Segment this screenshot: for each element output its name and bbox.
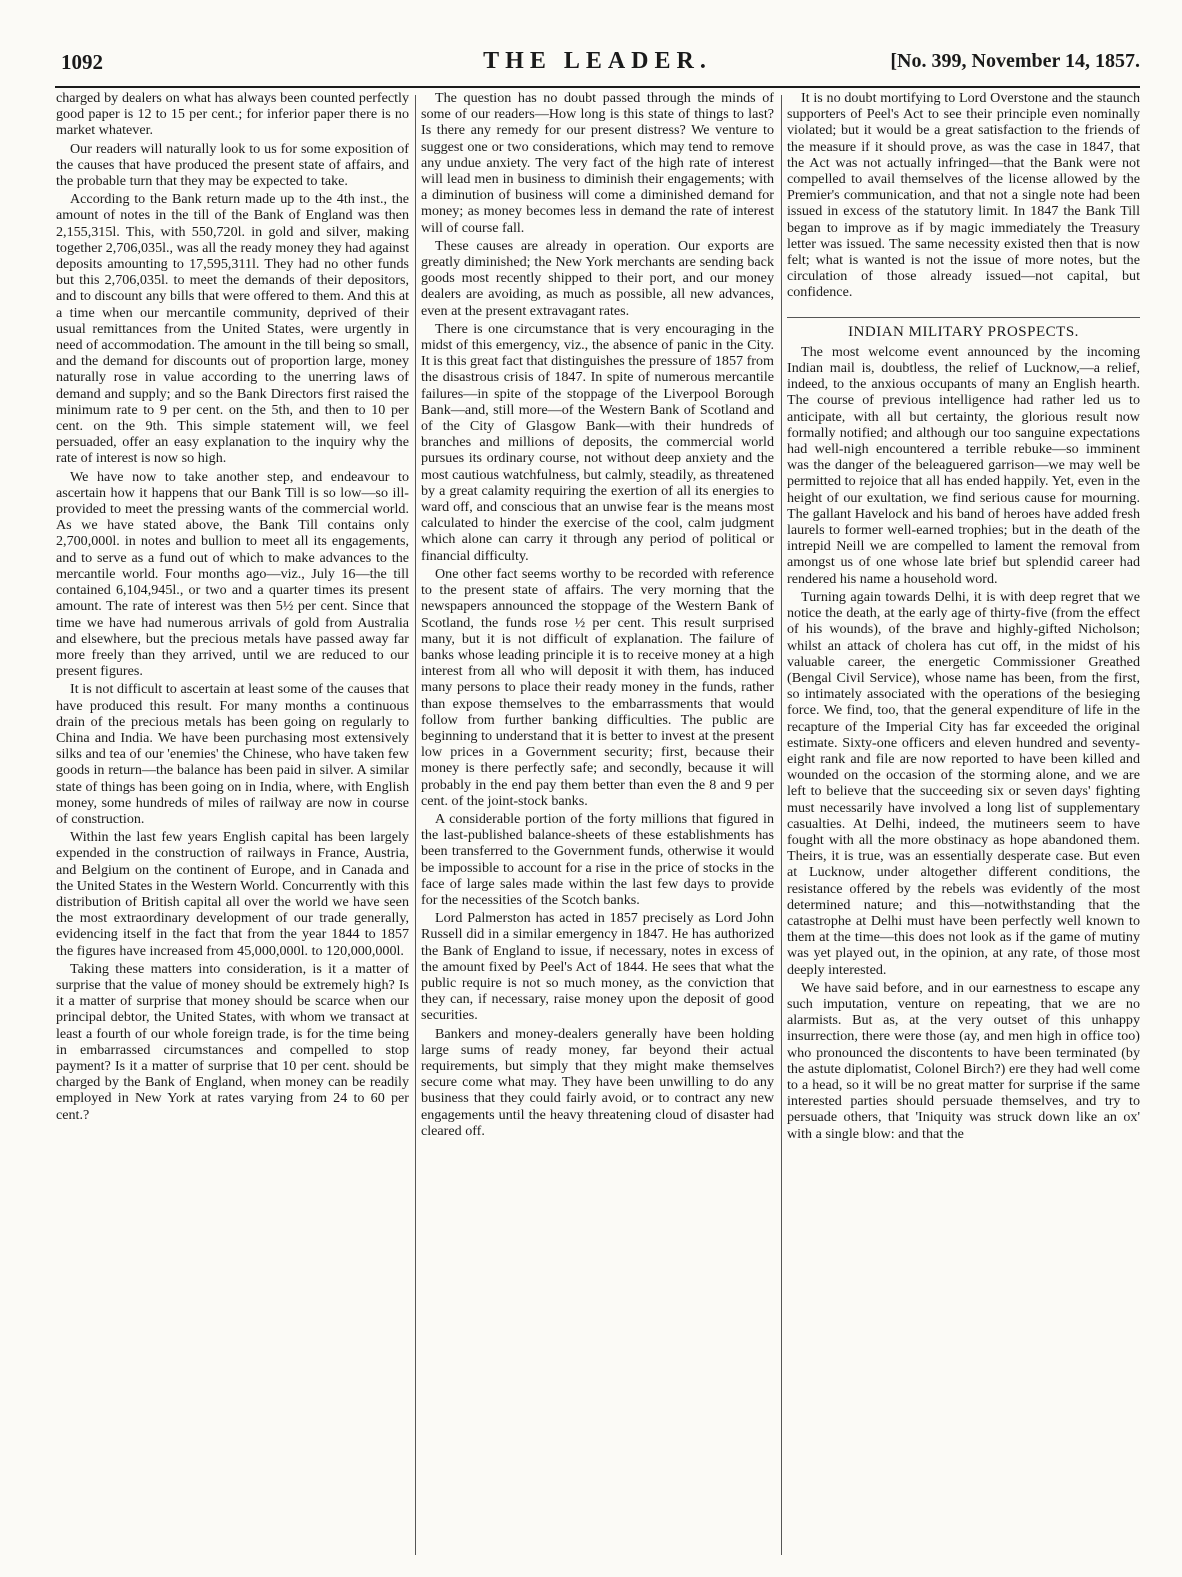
column-3 (787, 90, 1140, 1560)
paragraph: It is not difficult to ascertain at least some of the causes that have produced this result. For many months a continuous drain of the precious metals has been going on regularly to China and India. We have been purchasing most extensively silks and tea of our 'enemies' the Chinese, who have taken few goods in return—the balance has been paid in silver. A similar state of things has been going on in India, where, with English money, some hundreds of miles of railway are now in course of construction. (56, 681, 409, 827)
column-1 (56, 90, 409, 1560)
paragraph: charged by dealers on what has always been counted perfectly good paper is 12 to 15 per cent.; for inferior paper there is no market whatever. (56, 90, 409, 139)
paragraph: These causes are already in operation. Our exports are greatly diminished; the New York merchants are sending back goods most recently shipped to their port, and our money dealers are avoiding, as much as possible, all new advances, even at the present extravagant rates. (421, 237, 774, 319)
paragraph: It is no doubt mortifying to Lord Overstone and the staunch supporters of Peel's Act to see their principle even nominally violated; but it would be a great satisfaction to the friends of the measure if it should prove, as was the case in 1847, that the Act was not actually infringed—that the Bank were not compelled to avail themselves of the license allowed by the Premier's communication, and that not a single note had been issued in excess of the statutory limit. In 1847 the Bank Till began to improve as if by magic immediately the Treasury letter was issued. The same necessity existed then that is now felt; what is wanted is not the issue of more notes, but the circulation of those already issued—not capital, but confidence. (787, 90, 1140, 301)
paragraph: One other fact seems worthy to be recorded with reference to the present state of affairs. The very morning that the newspapers announced the stoppage of the Western Bank of Scotland, the funds rose ½ per cent. This result surprised many, but it is not difficult of explanation. The failure of banks whose leading principle it is to receive money at a high interest from all who will deposit it with them, has induced many persons to place their ready money in the funds, rather than expose themselves to the embarrassments that would follow from further banking difficulties. The public are beginning to understand that it is better to invest at the present low prices in a Government security; first, because their money is there perfectly safe; and secondly, because it will probably in the end pay them better than even the 8 and 9 per cent. of the joint-stock banks. (421, 565, 774, 809)
paragraph: Turning again towards Delhi, it is with deep regret that we notice the death, at the early age of thirty-five (from the effect of his wounds), of the brave and highly-gifted Nicholson; whilst an attack of cholera has cut off, in the midst of his valuable career, the energetic Commissioner Greathed (Bengal Civil Service), whose name has been, from the first, so intimately associated with the operations of the besieging force. We find, too, that the general expenditure of life in the recapture of the Imperial City has far exceeded the original estimate. Sixty-one officers and eleven hundred and seventy-eight rank and file are now reported to have been killed and wounded on the occasion of the storming alone, and we are left to believe that the succeeding six or seven days' fighting must necessarily have involved a long list of supplementary casualties. At Delhi, indeed, the mutineers seem to have fought with all the more obstinacy as hope abandoned them. Theirs, it is true, was an essentially desperate case. But even at Lucknow, under altogether different conditions, the resistance offered by the rebels was evidently of the most determined nature; and this—notwithstanding that the catastrophe at Delhi must have been perfectly well known to them at the time—this does not look as if the game of mutiny was yet played out, in the opinion, at any rate, of those most deeply interested. (787, 588, 1140, 978)
paragraph: We have said before, and in our earnestness to escape any such imputation, venture on repeating, that we are no alarmists. But as, at the very outset of this unhappy insurrection, there were those (ay, and men high in office too) who pronounced the discontents to have been terminated (by the astute diplomatist, Colonel Birch?) ere they had well come to a head, so it will be no great matter for surprise if the same interested parties should persuade themselves, and try to persuade others, that 'Iniquity was struck down like an ox' with a single blow: and that the (787, 979, 1140, 1142)
issue-line: [No. 399, November 14, 1857. (890, 50, 1140, 72)
page-number: 1092 (61, 50, 103, 74)
paragraph: Bankers and money-dealers generally have been holding large sums of ready money, far beyond their actual requirements, but simply that they might make themselves secure come what may. They have been unwilling to do any business that they could fairly avoid, or to contract any new engagements until the heavy threatening cloud of disaster had cleared off. (421, 1025, 774, 1139)
paragraph: A considerable portion of the forty millions that figured in the last-published balance-sheets of these establishments has been transferred to the Government funds, otherwise it would be impossible to account for a rise in the price of stocks in the face of large sales made within the last few days to provide for the necessities of the Scotch banks. (421, 810, 774, 908)
masthead-rule (55, 86, 1140, 88)
column-divider (415, 95, 416, 1555)
column-divider (781, 95, 782, 1555)
newspaper-title: THE LEADER. (483, 48, 712, 74)
paragraph: The most welcome event announced by the incoming Indian mail is, doubtless, the relief of Lucknow,—a relief, indeed, to the anxious occupants of many an English hearth. The course of previous intelligence had rather led us to anticipate, with all but certainty, the glorious result now formally notified; and although our too sanguine expectations had well-nigh encountered a terrible rebuke—so imminent was the danger of the beleaguered garrison—we may well be permitted to rejoice that all has ended happily. Yet, even in the height of our exultation, we find serious cause for mourning. The gallant Havelock and his band of heroes have added fresh laurels to former well-earned trophies; but in the death of the intrepid Neill we are compelled to lament the removal from amongst us of one whose late brief but splendid career had rendered his name a household word. (787, 343, 1140, 587)
paragraph: Within the last few years English capital has been largely expended in the construction of railways in France, Austria, and Belgium on the continent of Europe, and in Canada and the United States in the Western World. Concurrently with this distribution of British capital all over the world we have seen the most extraordinary development of our trade generally, evidencing itself in the fact that from the year 1844 to 1857 the figures have increased from 45,000,000l. to 120,000,000l. (56, 829, 409, 959)
paragraph: Lord Palmerston has acted in 1857 precisely as Lord John Russell did in a similar emergency in 1847. He has authorized the Bank of England to issue, if necessary, notes in excess of the amount fixed by Peel's Act of 1844. He sees that what the public require is not so much money, as the conviction that they can, if necessary, raise money upon the deposit of good securities. (421, 910, 774, 1024)
article-heading: INDIAN MILITARY PROSPECTS. (787, 317, 1140, 340)
paragraph: We have now to take another step, and endeavour to ascertain how it happens that our Bank Till is so low—so ill-provided to meet the pressing wants of the commercial world. As we have stated above, the Bank Till contains only 2,700,000l. in notes and bullion to meet all its engagements, and to serve as a fund out of which to make advances to the mercantile world. Four months ago—viz., July 16—the till contained 6,104,945l., or two and a quarter times its present amount. The rate of interest was then 5½ per cent. Since that time we have had numerous arrivals of gold from Australia and elsewhere, but the precious metals have passed away far more freely than they arrived, until we are reduced to our present figures. (56, 468, 409, 680)
paragraph: Our readers will naturally look to us for some exposition of the causes that have produced the present state of affairs, and the probable turn that they may be expected to take. (56, 140, 409, 190)
masthead (55, 48, 1140, 88)
paragraph: According to the Bank return made up to the 4th inst., the amount of notes in the till of the Bank of England was then 2,155,315l. This, with 550,720l. in gold and silver, making together 2,706,035l., was all the ready money they had against deposits amounting to 17,595,311l. They had no other funds but this 2,706,035l. to meet the demands of their depositors, and to discount any bills that were offered to them. And this at a time when our mercantile community, deprived of their usual remittances from the United States, were urgently in need of accommodation. The amount in the till being so small, and the demand for discounts out of proportion large, money naturally rose in value according to the unerring laws of demand and supply; and so the Bank Directors first raised the minimum rate to 9 per cent. on the 5th, and then to 10 per cent. on the 9th. This simple statement will, we feel persuaded, offer an easy explanation to the inquiry why the rate of interest is now so high. (56, 191, 409, 467)
column-2 (421, 90, 774, 1560)
paragraph: Taking these matters into consideration, is it a matter of surprise that the value of money should be extremely high? Is it a matter of surprise that money should be scarce when our principal debtor, the United States, with whom we transact at least a fourth of our whole foreign trade, is for the time being in embarrassed circumstances and compelled to stop payment? Is it a matter of surprise that 10 per cent. should be charged by the Bank of England, when money can be readily employed in New York at rates varying from 24 to 60 per cent.? (56, 960, 409, 1123)
paragraph: The question has no doubt passed through the minds of some of our readers—How long is this state of things to last? Is there any remedy for our present distress? We venture to suggest one or two considerations, which may tend to remove any undue anxiety. The very fact of the high rate of interest will lead men in business to diminish their engagements; with a diminution of business will come a diminished demand for money; as money becomes less in demand the rate of interest will of course fall. (421, 90, 774, 236)
paragraph: There is one circumstance that is very encouraging in the midst of this emergency, viz., the absence of panic in the City. It is this great fact that distinguishes the pressure of 1857 from the disastrous crisis of 1847. In spite of numerous mercantile failures—in spite of the stoppage of the Liverpool Borough Bank—and, still more—of the Western Bank of Scotland and of the City of Glasgow Bank—with their hundreds of branches and millions of deposits, the commercial world pursues its ordinary course, not without deep anxiety and the most cautious watchfulness, but calmly, steadily, as threatened by a great calamity requiring the exertion of all its energies to ward off, and conscious that an unwise fear is the means most calculated to hinder the exercise of the cool, calm judgment which alone can carry it through any period of political or financial difficulty. (421, 320, 774, 564)
